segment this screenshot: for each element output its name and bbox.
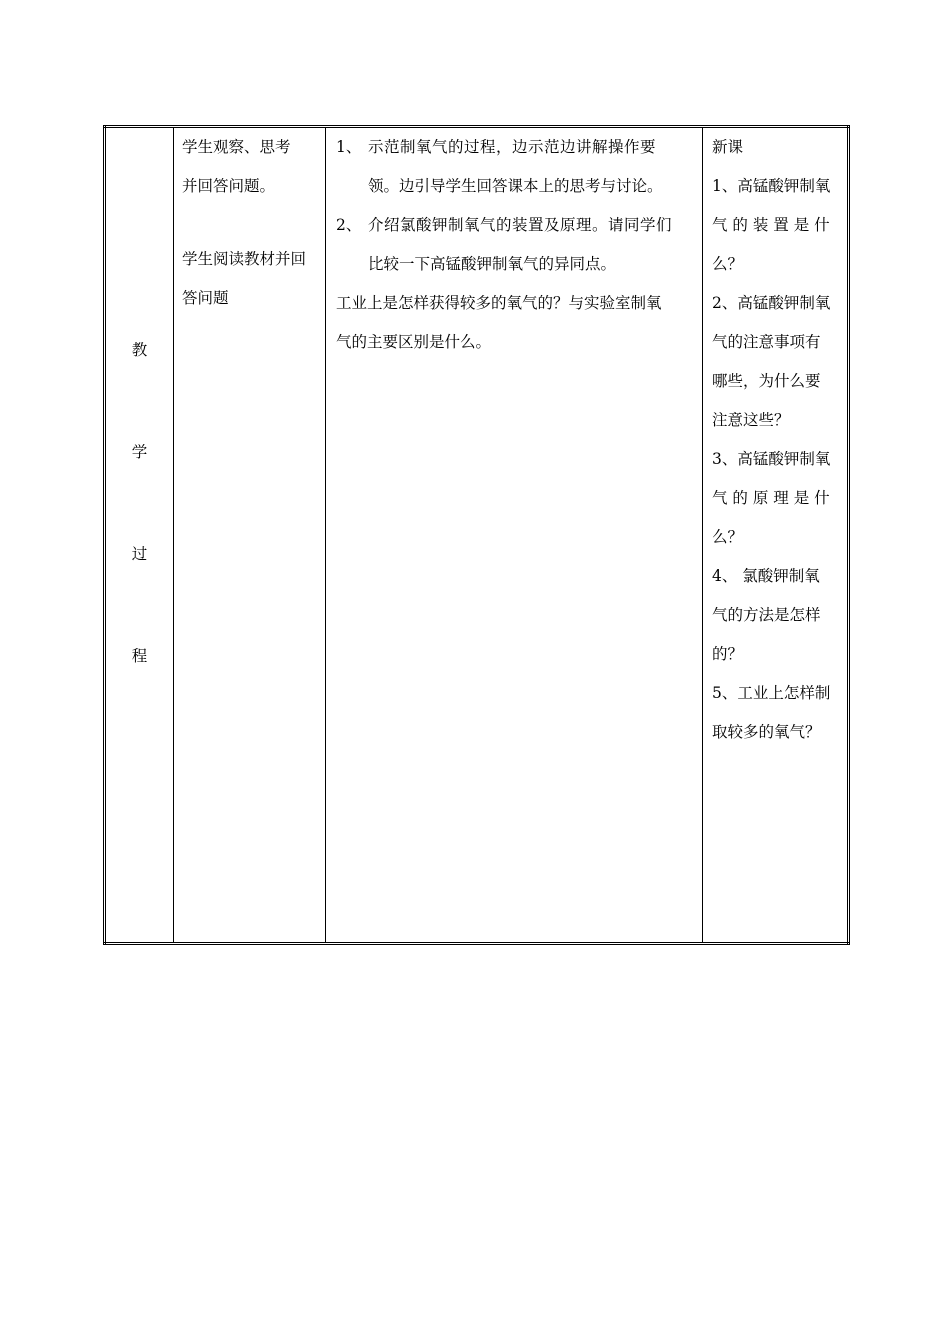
question-line: 么？	[712, 528, 744, 546]
item-number: 1、	[336, 138, 362, 156]
question-line: 3、高锰酸钾制氧	[712, 450, 831, 468]
stage-cell	[105, 127, 174, 944]
student-text-line: 学生阅读教材并回	[182, 250, 307, 268]
teacher-activity-cell	[326, 127, 703, 944]
student-text-line: 并回答问题。	[182, 177, 276, 195]
stage-char: 教	[131, 341, 148, 359]
question-line: 气的注意事项有	[712, 333, 821, 351]
student-text-line: 学生观察、思考	[182, 138, 291, 156]
question-line: 哪些，为什么要	[712, 372, 821, 390]
notes-heading: 新课	[712, 138, 744, 156]
teacher-item-1	[336, 128, 696, 206]
question-line: 气的方法是怎样	[712, 606, 821, 624]
lesson-plan-table	[103, 125, 850, 945]
teacher-text-line: 示范制氧气的过程，边示范边讲解操作要	[368, 138, 657, 156]
question-line: 么？	[712, 255, 744, 273]
question-line: 的？	[712, 645, 744, 663]
stage-label	[106, 331, 173, 675]
stage-char: 过	[131, 545, 148, 563]
table-row	[105, 127, 849, 944]
question-line: 1、高锰酸钾制氧	[712, 177, 831, 195]
notes-cell	[703, 127, 849, 944]
question-line: 4、 氯酸钾制氧	[712, 567, 820, 585]
teacher-item-2	[336, 206, 696, 284]
teacher-text-line: 介绍氯酸钾制氧气的装置及原理。请同学们	[368, 216, 673, 234]
question-line: 气 的 原 理 是 什	[712, 489, 830, 507]
question-line: 取较多的氧气？	[712, 723, 821, 741]
question-line: 气 的 装 置 是 什	[712, 216, 830, 234]
teacher-text-line: 领。边引导学生回答课本上的思考与讨论。	[368, 177, 663, 195]
teacher-text-line: 工业上是怎样获得较多的氧气的？与实验室制氧	[336, 294, 662, 312]
teacher-text-line: 气的主要区别是什么。	[336, 333, 492, 351]
stage-char: 程	[131, 647, 148, 665]
question-line: 2、高锰酸钾制氧	[712, 294, 831, 312]
question-line: 注意这些？	[712, 411, 790, 429]
student-text-line: 答问题	[182, 289, 229, 307]
item-number: 2、	[336, 216, 362, 234]
student-activity-cell	[174, 127, 326, 944]
question-line: 5、工业上怎样制	[712, 684, 831, 702]
teacher-text-line: 比较一下高锰酸钾制氧气的异同点。	[368, 255, 617, 273]
stage-char: 学	[131, 443, 148, 461]
